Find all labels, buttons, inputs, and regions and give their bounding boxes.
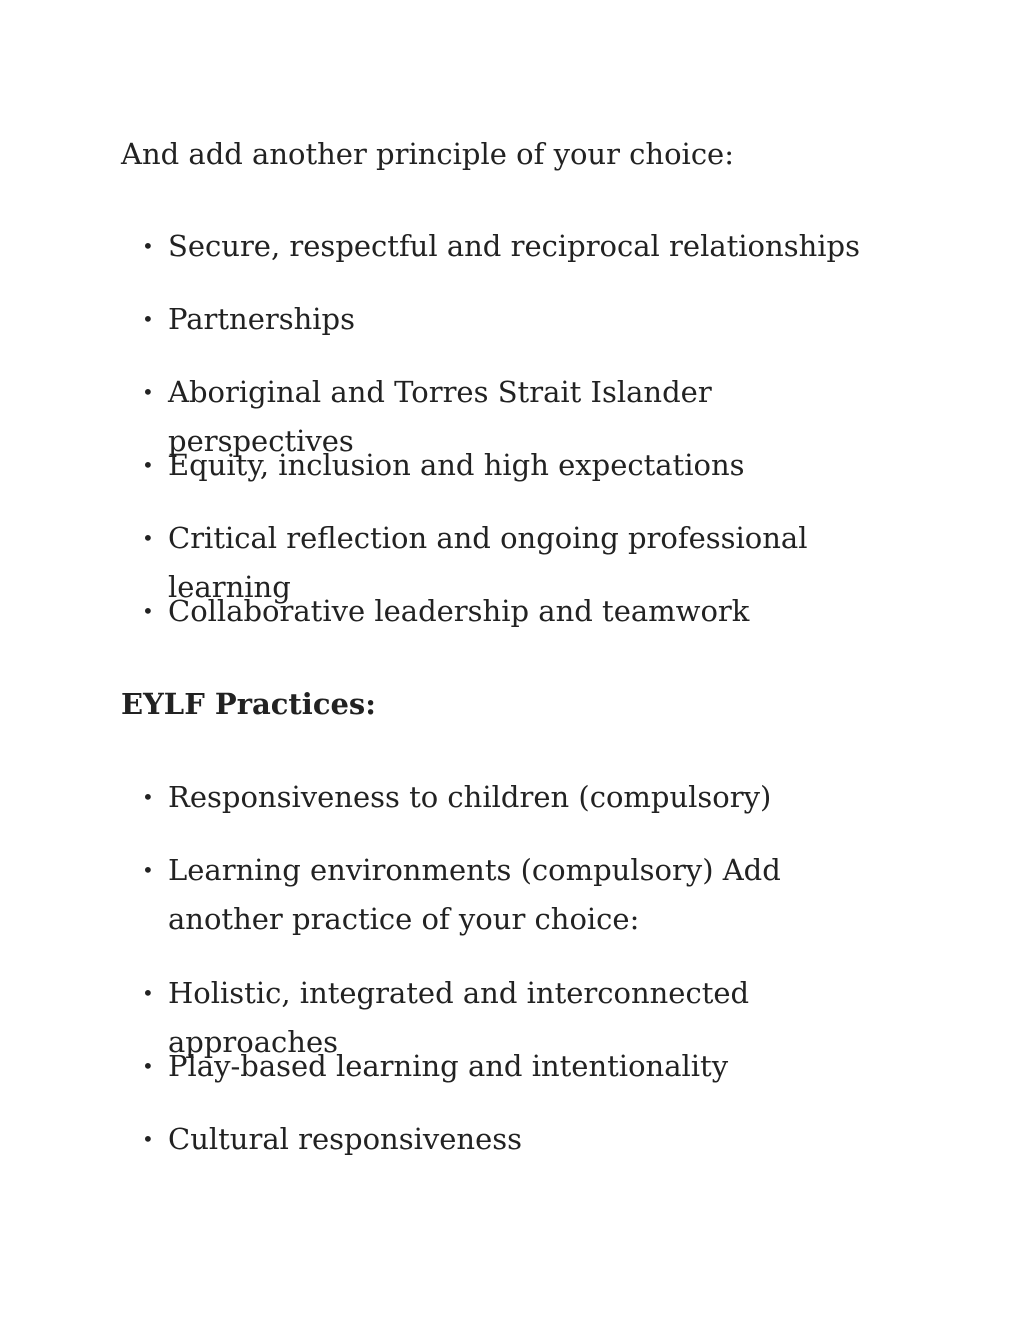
bullet-icon: •: [142, 526, 154, 550]
list-item: [142, 846, 888, 944]
principle-text: Partnerships: [168, 302, 355, 336]
bullet-icon: •: [142, 1127, 154, 1151]
bullet-icon: •: [142, 1054, 154, 1078]
list-item: [142, 441, 888, 490]
list-item: [142, 773, 888, 822]
intro-text: And add another principle of your choice:: [121, 137, 734, 171]
principle-text: Secure, respectful and reciprocal relationships: [168, 229, 860, 263]
bullet-icon: •: [142, 785, 154, 809]
bullet-icon: •: [142, 307, 154, 331]
bullet-icon: •: [142, 380, 154, 404]
practices-heading: EYLF Practices:: [121, 687, 376, 721]
principle-text: Collaborative leadership and teamwork: [168, 594, 750, 628]
list-item: [142, 587, 888, 636]
list-item: [142, 295, 888, 344]
practice-text: Holistic, integrated and interconnected approaches: [168, 976, 750, 1059]
list-item: [142, 1115, 888, 1164]
bullet-icon: •: [142, 234, 154, 258]
bullet-icon: •: [142, 858, 154, 882]
bullet-icon: •: [142, 453, 154, 477]
principle-text: Equity, inclusion and high expectations: [168, 448, 745, 482]
practice-text: Play-based learning and intentionality: [168, 1049, 729, 1083]
practice-text: Cultural responsiveness: [168, 1122, 523, 1156]
practice-text: Learning environments (compulsory) Add another practice of your choice:: [168, 853, 781, 936]
bullet-icon: •: [142, 599, 154, 623]
practice-text: Responsiveness to children (compulsory): [168, 780, 772, 814]
principle-text: Critical reflection and ongoing professional learning: [168, 521, 808, 604]
principle-text: Aboriginal and Torres Strait Islander perspectives: [168, 375, 712, 458]
list-item: [142, 222, 888, 271]
bullet-icon: •: [142, 981, 154, 1005]
list-item: [142, 1042, 888, 1091]
